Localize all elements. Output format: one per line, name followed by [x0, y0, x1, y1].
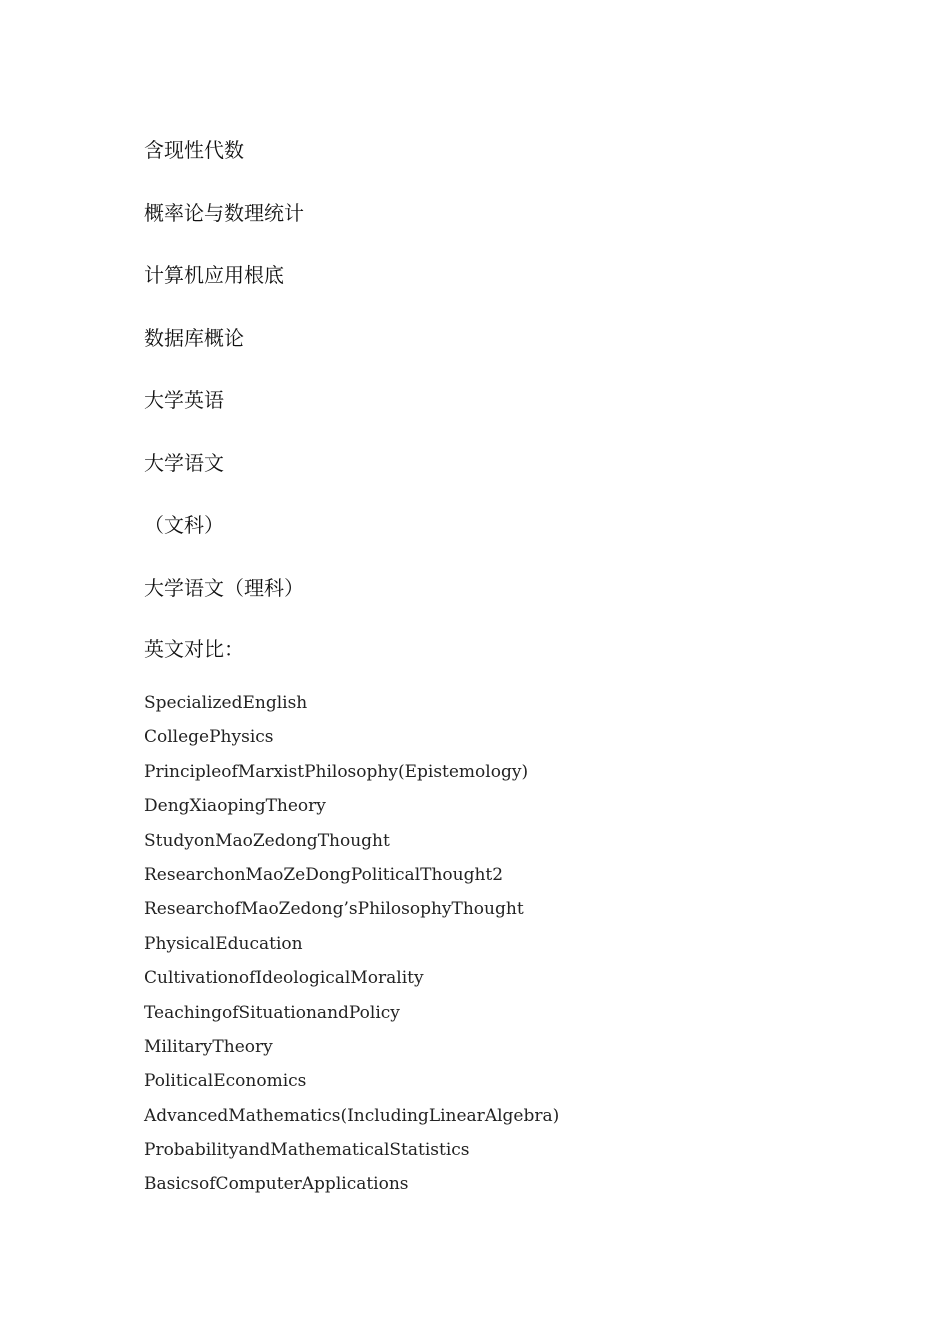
chinese-course-item: 概率论与数理统计 — [144, 200, 304, 225]
english-course-list — [144, 686, 559, 1202]
english-course-item: ProbabilityandMathematicalStatistics — [144, 1140, 470, 1161]
english-comparison-heading: 英文对比： — [144, 637, 244, 661]
english-course-item: ResearchonMaoZeDongPoliticalThought2 — [144, 864, 504, 885]
english-course-item: PhysicalEducation — [144, 933, 303, 954]
english-course-item: BasicsofComputerApplications — [144, 1174, 409, 1195]
english-course-item: StudyonMaoZedongThought — [144, 830, 390, 851]
english-course-item: CollegePhysics — [144, 727, 274, 748]
chinese-course-item: （文科） — [144, 513, 224, 537]
chinese-course-item: 大学语文（理科） — [144, 575, 304, 600]
english-course-item: MilitaryTheory — [144, 1036, 273, 1057]
chinese-course-item: 大学英语 — [144, 388, 224, 412]
english-course-item: SpecializedEnglish — [144, 693, 308, 713]
english-course-item: ResearchofMaoZedong’sPhilosophyThought — [144, 899, 524, 920]
chinese-course-item: 计算机应用根底 — [144, 263, 284, 287]
english-course-item: AdvancedMathematics(IncludingLinearAlgebra) — [144, 1105, 560, 1126]
english-course-item: CultivationofIdeologicalMorality — [144, 968, 424, 989]
english-course-item: PrincipleofMarxistPhilosophy(Epistemology) — [144, 761, 529, 782]
chinese-course-item: 数据库概论 — [144, 325, 244, 350]
english-course-item: DengXiaopingTheory — [144, 796, 326, 817]
chinese-course-list — [144, 134, 304, 634]
english-course-item: PoliticalEconomics — [144, 1071, 307, 1092]
english-course-item: TeachingofSituationandPolicy — [144, 1002, 400, 1023]
chinese-course-item: 大学语文 — [144, 450, 224, 475]
chinese-course-item: 含现性代数 — [144, 138, 244, 162]
